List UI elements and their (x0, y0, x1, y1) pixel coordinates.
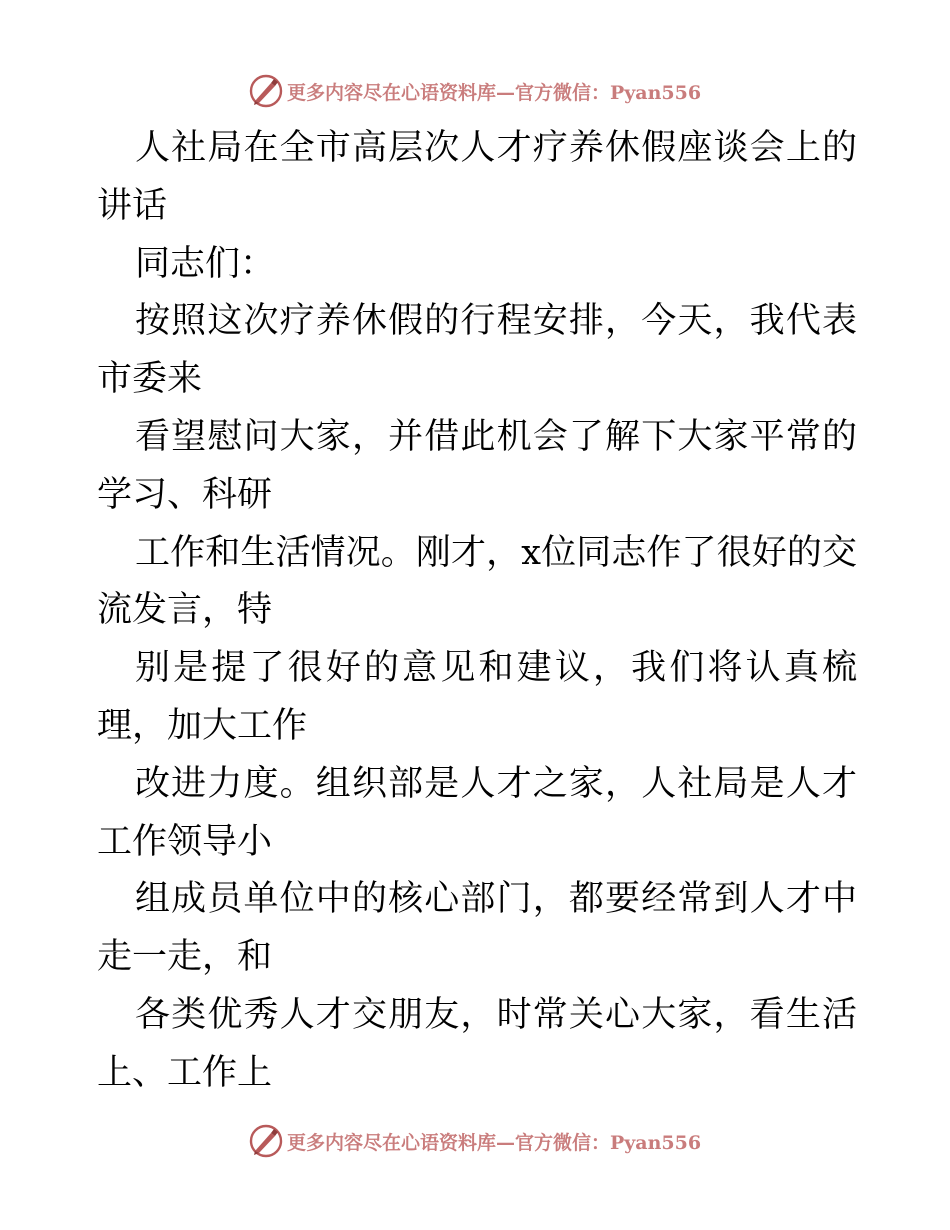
salutation: 同志们： (135, 243, 276, 284)
document-body (97, 120, 857, 1103)
body-paragraph: 改进力度。组织部是人才之家，人社局是人才工作领导小 (97, 763, 857, 862)
footer-banner-text: 更多内容尽在心语资料库—官方微信：Pyan556 (286, 1131, 702, 1154)
body-paragraph: 看望慰问大家，并借此机会了解下大家平常的学习、科研 (97, 416, 857, 515)
body-paragraph: 各类优秀人才交朋友，时常关心大家，看生活上、工作上 (97, 994, 857, 1093)
body-paragraph: 工作和生活情况。刚才，x位同志作了很好的交流发言，特 (97, 532, 857, 631)
header-banner (0, 70, 950, 112)
pen-seal-icon (249, 74, 283, 108)
footer-banner (0, 1120, 950, 1162)
header-banner-text: 更多内容尽在心语资料库—官方微信：Pyan556 (286, 81, 702, 104)
body-paragraph: 组成员单位中的核心部门，都要经常到人才中走一走，和 (97, 879, 857, 978)
pen-seal-icon (249, 1124, 283, 1158)
body-paragraph: 按照这次疗养休假的行程安排，今天，我代表市委来 (97, 301, 857, 400)
body-paragraph: 别是提了很好的意见和建议，我们将认真梳理，加大工作 (97, 648, 857, 746)
speech-title: 人社局在全市高层次人才疗养休假座谈会上的讲话 (97, 128, 857, 226)
